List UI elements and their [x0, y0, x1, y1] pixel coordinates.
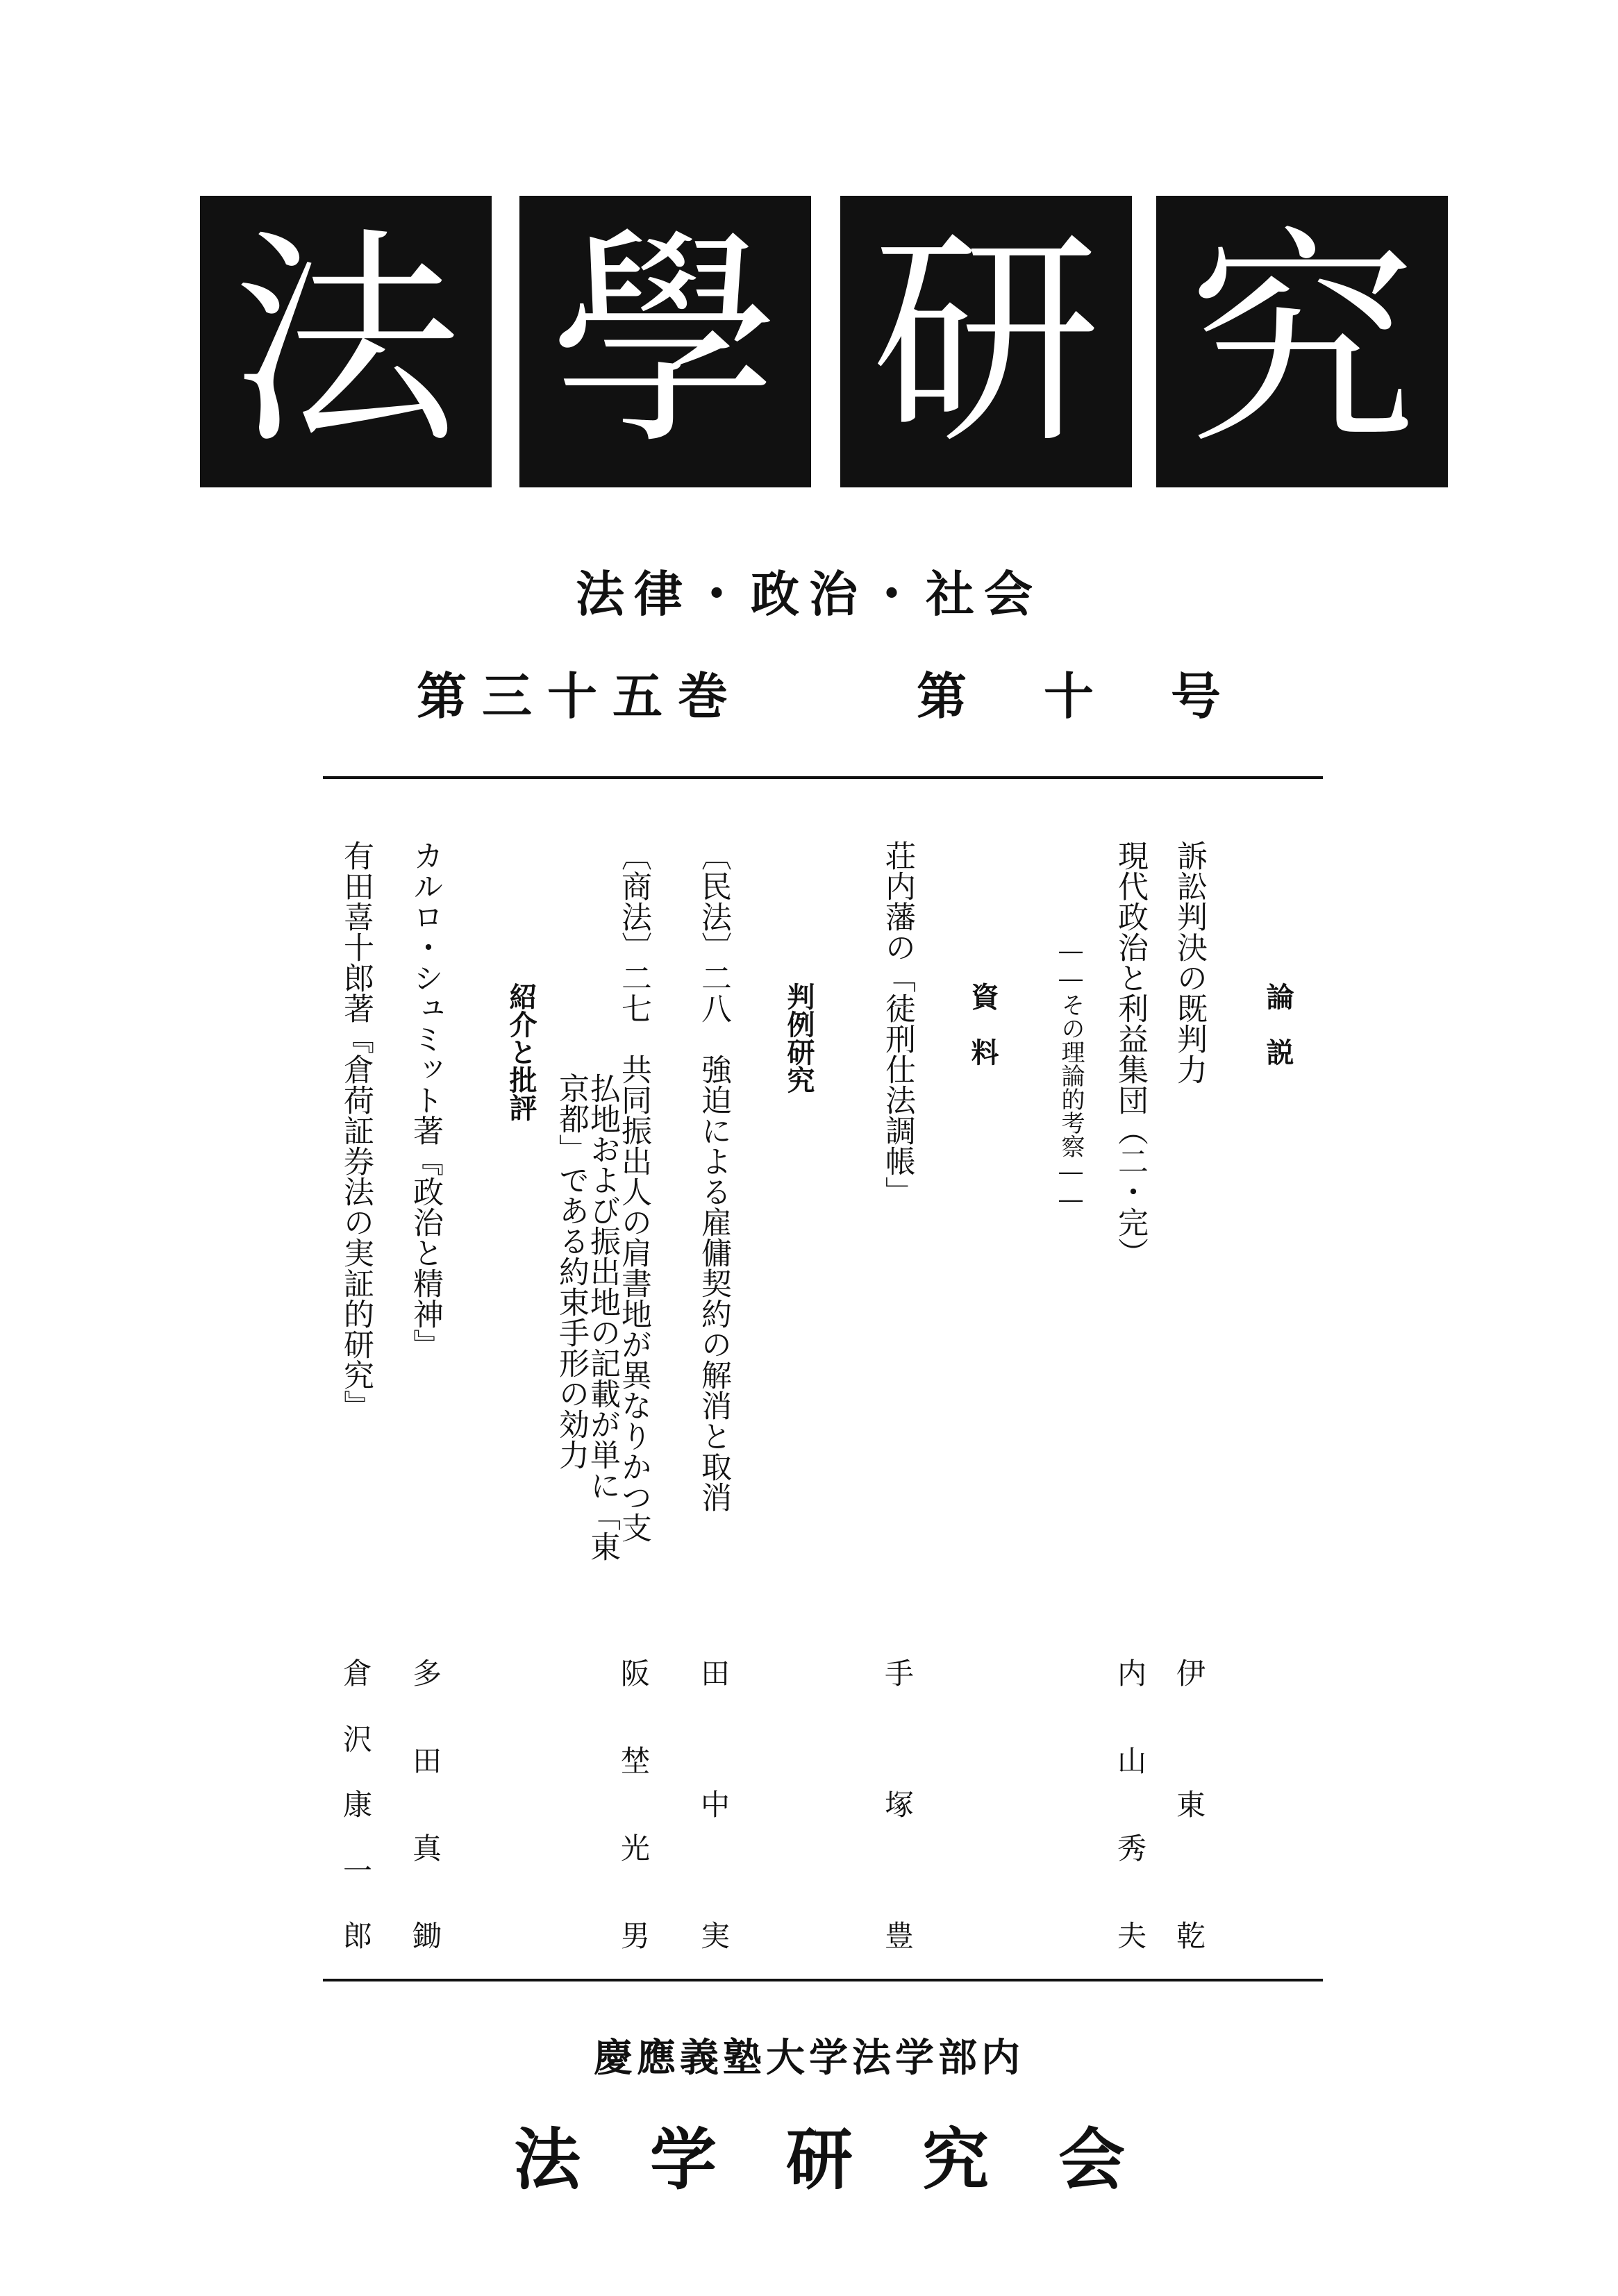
- section-hanrei: 判例研究: [783, 982, 815, 1093]
- title-char-2: 學: [519, 196, 811, 487]
- publisher-char-1: 法: [514, 2120, 581, 2199]
- article-5-title-line-2: 払地および振出地の記載が単に「東: [585, 1073, 620, 1561]
- section-shokai: 紹介と批評: [505, 982, 537, 1121]
- title-char-4: 究: [1156, 196, 1448, 487]
- top-divider: [323, 776, 1323, 779]
- publisher-char-5: 会: [1058, 2120, 1125, 2199]
- volume-number: 第三十五巻: [417, 667, 744, 726]
- article-2-author: 内 山 秀 夫: [1117, 1657, 1146, 1953]
- article-6-title: カルロ・シュミット著『政治と精神』: [408, 840, 443, 1359]
- publisher-name: [514, 2107, 1125, 2202]
- article-6-author: 多 田 真 鋤: [412, 1657, 442, 1953]
- issue-char-1: 第: [917, 667, 983, 726]
- issue-char-2: 十: [1043, 667, 1109, 726]
- section-ronsetsu: 論 説: [1262, 982, 1294, 1066]
- publisher-address: 慶應義塾大学法学部内: [594, 2035, 1024, 2081]
- issue-number: [917, 656, 1236, 728]
- article-5-author: 阪 埜 光 男: [620, 1657, 650, 1953]
- title-char-1: 法: [200, 196, 492, 487]
- article-4-title: 〔民法〕二八 強迫による雇傭契約の解消と取消: [696, 840, 731, 1512]
- section-shiryo: 資 料: [967, 982, 999, 1066]
- article-5-title-line-3: 京都」である約束手形の効力: [553, 1073, 589, 1470]
- volume-line: [417, 656, 1236, 728]
- article-5-title: 〔商法〕二七 共同振出人の肩書地が異なりかつ支: [616, 840, 651, 1543]
- bottom-divider: [323, 1979, 1323, 1981]
- article-3-title: 荘内藩の「徒刑仕法調帳」: [880, 840, 915, 1207]
- journal-subtitle: 法律・政治・社会: [576, 566, 1042, 623]
- article-3-author: 手 塚 豊: [884, 1657, 914, 1953]
- publisher-char-3: 研: [786, 2120, 853, 2199]
- article-2-title: 現代政治と利益集団（二・完）: [1112, 840, 1148, 1268]
- article-1-title: 訴訟判決の既判力: [1171, 840, 1207, 1084]
- publisher-char-2: 学: [650, 2120, 717, 2199]
- article-7-title: 有田喜十郎著『倉荷証券法の実証的研究』: [338, 840, 374, 1421]
- article-1-author: 伊 東 乾: [1176, 1657, 1206, 1953]
- issue-char-3: 号: [1170, 667, 1236, 726]
- publisher-char-4: 究: [922, 2120, 989, 2199]
- article-2-subtitle: ――その理論的考察――: [1057, 937, 1085, 1214]
- article-7-author: 倉 沢 康 一 郎: [342, 1657, 372, 1953]
- article-4-author: 田 中 実: [700, 1657, 730, 1953]
- title-char-3: 研: [840, 196, 1132, 487]
